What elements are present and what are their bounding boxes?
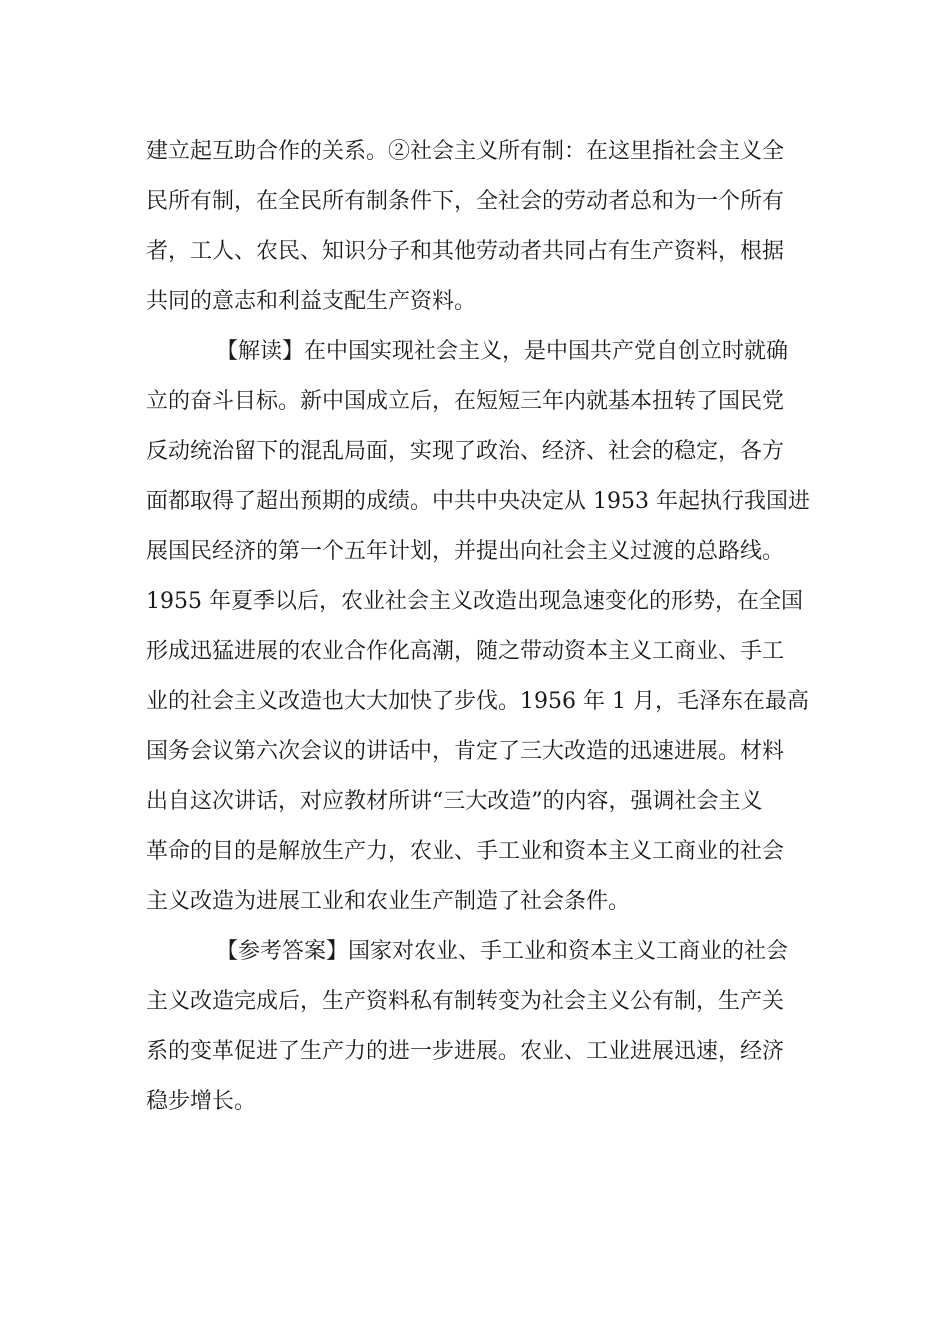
- paragraph-line: 稳步增长。: [146, 1089, 257, 1114]
- paragraph-line: 国务会议第六次会议的讲话中，肯定了三大改造的迅速进展。材料: [146, 739, 785, 764]
- paragraph-line: 民所有制，在全民所有制条件下，全社会的劳动者总和为一个所有: [146, 189, 785, 214]
- paragraph-line: 反动统治留下的混乱局面，实现了政治、经济、社会的稳定，各方: [146, 439, 785, 464]
- paragraph-line: 系的变革促进了生产力的进一步进展。农业、工业进展迅速，经济: [146, 1039, 785, 1064]
- paragraph-line: 立的奋斗目标。新中国成立后，在短短三年内就基本扭转了国民党: [146, 389, 785, 414]
- paragraph-line: 面都取得了超出预期的成绩。中共中央决定从 1953 年起执行我国进: [146, 489, 810, 514]
- paragraph-line: 业的社会主义改造也大大加快了步伐。1956 年 1 月，毛泽东在最高: [146, 689, 809, 714]
- paragraph-line: 【参考答案】国家对农业、手工业和资本主义工商业的社会: [216, 939, 789, 964]
- paragraph-line: 革命的目的是解放生产力，农业、手工业和资本主义工商业的社会: [146, 839, 785, 864]
- paragraph-line: 主义改造为进展工业和农业生产制造了社会条件。: [146, 889, 631, 914]
- paragraph-line: 共同的意志和利益支配生产资料。: [146, 289, 477, 314]
- paragraph-line: 建立起互助合作的关系。②社会主义所有制：在这里指社会主义全: [146, 139, 785, 164]
- paragraph-line: 展国民经济的第一个五年计划，并提出向社会主义过渡的总路线。: [146, 539, 785, 564]
- paragraph-line: 者，工人、农民、知识分子和其他劳动者共同占有生产资料，根据: [146, 239, 785, 264]
- paragraph-line: 主义改造完成后，生产资料私有制转变为社会主义公有制，生产关: [146, 989, 785, 1014]
- paragraph-line: 出自这次讲话，对应教材所讲“三大改造”的内容，强调社会主义: [146, 789, 763, 814]
- paragraph-line: 形成迅猛进展的农业合作化高潮，随之带动资本主义工商业、手工: [146, 639, 785, 664]
- paragraph-line: 【解读】在中国实现社会主义，是中国共产党自创立时就确: [216, 339, 789, 364]
- paragraph-line: 1955 年夏季以后，农业社会主义改造出现急速变化的形势，在全国: [146, 589, 803, 614]
